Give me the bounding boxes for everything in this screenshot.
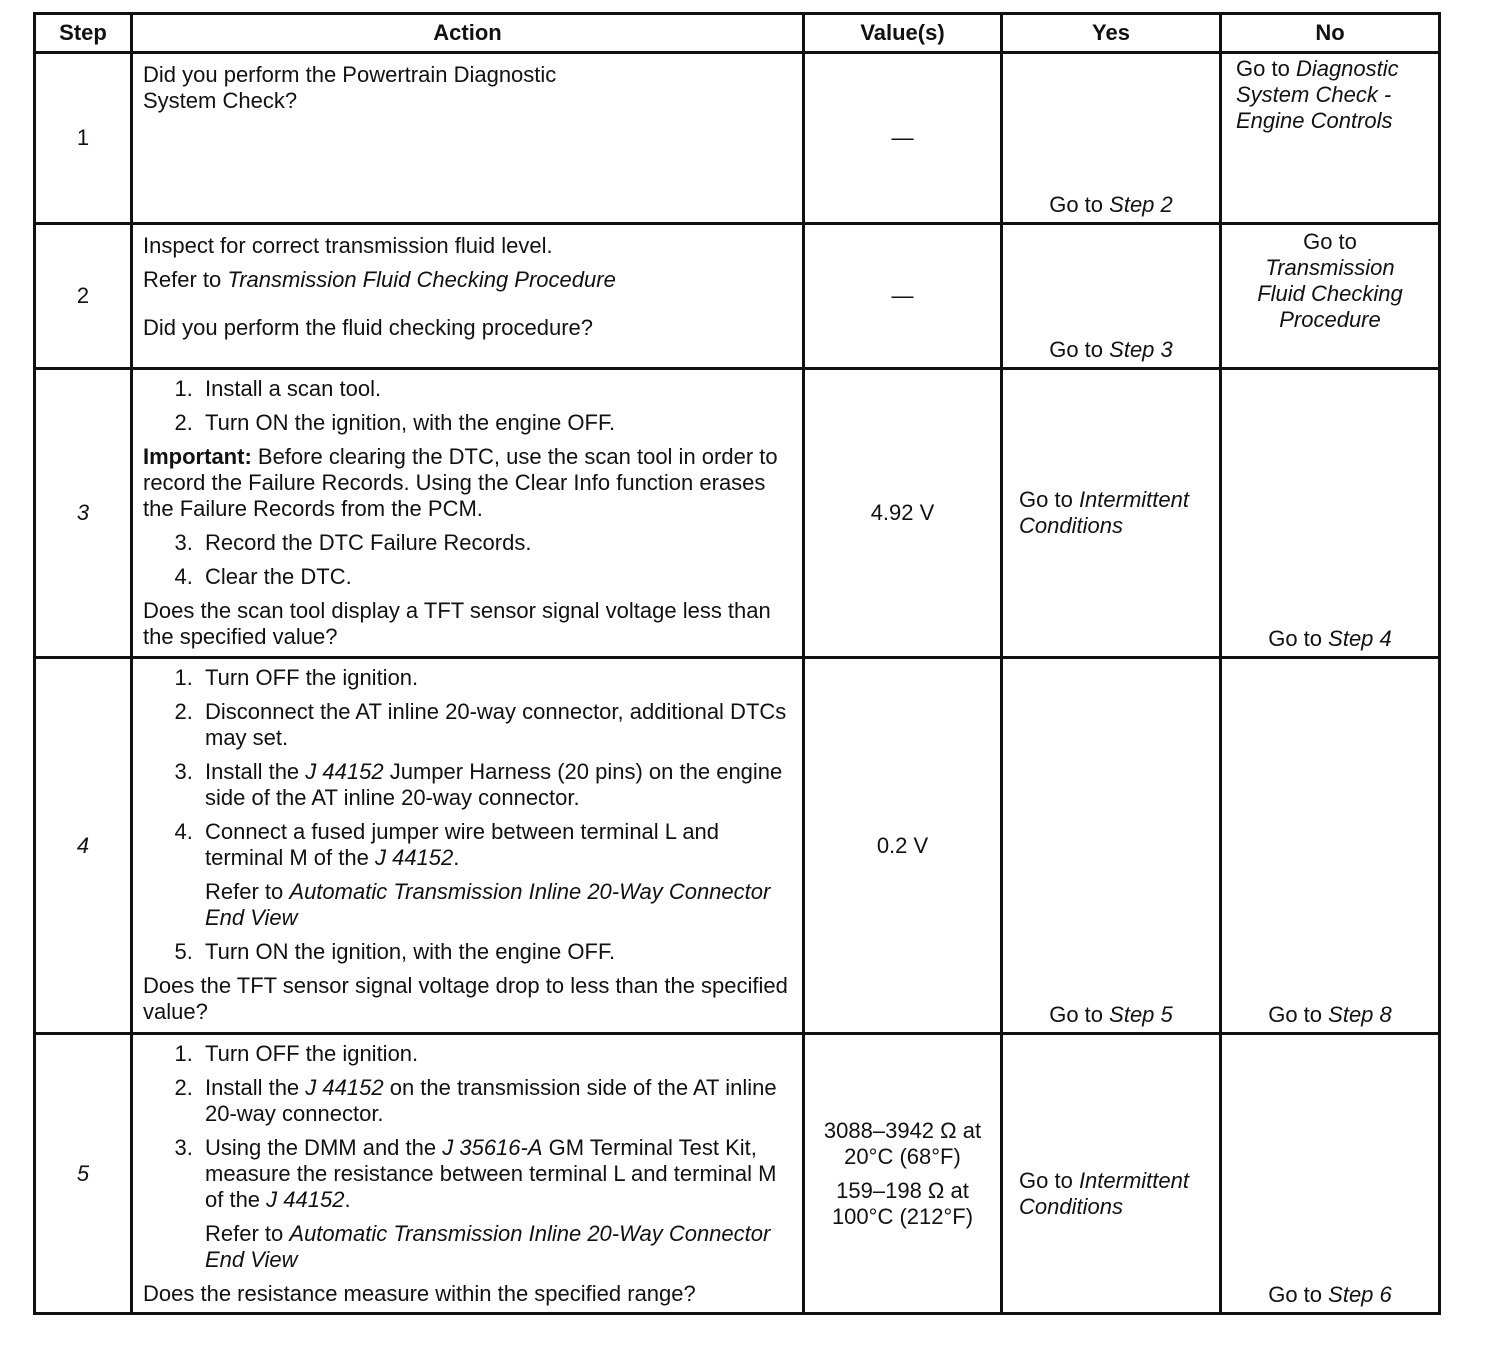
no-cell <box>1221 369 1440 658</box>
action-step: 4. Clear the DTC. <box>199 564 794 590</box>
header-step: Step <box>35 14 132 53</box>
action-step: 2. Install the J 44152 on the transmission side of the AT inline 20-way connector. <box>199 1075 794 1127</box>
action-question: Does the TFT sensor signal voltage drop to less than the specified value? <box>143 973 788 1024</box>
important-note: Important: Before clearing the DTC, use the scan tool in order to record the Failure Records. Using the Clear Info function erases the Failure Records from the PCM. <box>143 444 778 521</box>
yes-link[interactable]: Go to Intermittent Conditions <box>1019 487 1189 538</box>
action-cell <box>132 369 804 658</box>
header-yes: Yes <box>1002 14 1221 53</box>
action-question: Does the resistance measure within the specified range? <box>143 1281 696 1306</box>
action-step: 3. Install the J 44152 Jumper Harness (20 pins) on the engine side of the AT inline 20-way connector. <box>199 759 794 811</box>
step-number: 1 <box>35 53 132 224</box>
action-cell <box>132 1034 804 1314</box>
header-row <box>35 14 1440 53</box>
yes-link[interactable]: Go to Step 2 <box>1049 192 1173 217</box>
action-step: 5. Turn ON the ignition, with the engine OFF. <box>199 939 794 965</box>
no-link[interactable]: Go to Transmission Fluid Checking Procedure <box>1257 229 1403 332</box>
action-reference: Refer to Automatic Transmission Inline 20-Way Connector End View <box>205 879 771 930</box>
yes-cell <box>1002 53 1221 224</box>
action-cell <box>132 53 804 224</box>
yes-link[interactable]: Go to Step 3 <box>1049 337 1173 362</box>
step-number: 2 <box>35 224 132 369</box>
value-range-100c: 159–198 Ω at 100°C (212°F) <box>831 1177 974 1229</box>
value-cell: — <box>804 53 1002 224</box>
yes-cell <box>1002 658 1221 1034</box>
header-no: No <box>1221 14 1440 53</box>
action-steps <box>143 530 794 590</box>
action-step: 1. Install a scan tool. <box>199 376 794 402</box>
step-number: 5 <box>35 1034 132 1314</box>
action-steps <box>143 376 794 436</box>
step-number: 4 <box>35 658 132 1034</box>
action-question: Did you perform the Powertrain Diagnostic System Check? <box>143 62 557 113</box>
no-cell <box>1221 224 1440 369</box>
no-link[interactable]: Go to Step 8 <box>1268 1002 1392 1027</box>
action-step: 2. Disconnect the AT inline 20-way connector, additional DTCs may set. <box>199 699 794 751</box>
value-range-20c: 3088–3942 Ω at 20°C (68°F) <box>823 1117 982 1169</box>
action-reference: Refer to Automatic Transmission Inline 20-Way Connector End View <box>205 1221 771 1272</box>
action-cell <box>132 658 804 1034</box>
no-link[interactable]: Go to Step 4 <box>1268 626 1392 651</box>
no-cell <box>1221 658 1440 1034</box>
value-cell: — <box>804 224 1002 369</box>
yes-cell <box>1002 224 1221 369</box>
action-steps <box>143 1041 794 1273</box>
action-step: 1. Turn OFF the ignition. <box>199 665 794 691</box>
no-cell <box>1221 1034 1440 1314</box>
action-reference: Refer to Transmission Fluid Checking Procedure <box>143 267 616 292</box>
no-link[interactable]: Go to Step 6 <box>1268 1282 1392 1307</box>
table-row <box>35 224 1440 369</box>
action-step: 1. Turn OFF the ignition. <box>199 1041 794 1067</box>
action-step: 3. Using the DMM and the J 35616-A GM Terminal Test Kit, measure the resistance between terminal L and terminal M of the J 44152. Refer to Automatic Transmission Inline 20-Way Connector End View <box>199 1135 794 1273</box>
yes-cell <box>1002 369 1221 658</box>
no-link[interactable]: Go to Diagnostic System Check - Engine Controls <box>1236 56 1399 133</box>
action-step: 3. Record the DTC Failure Records. <box>199 530 794 556</box>
table-row <box>35 658 1440 1034</box>
yes-cell <box>1002 1034 1221 1314</box>
table-row <box>35 53 1440 224</box>
value-cell: 0.2 V <box>804 658 1002 1034</box>
value-cell <box>804 1034 1002 1314</box>
action-line: Inspect for correct transmission fluid level. <box>143 233 553 258</box>
value-cell: 4.92 V <box>804 369 1002 658</box>
action-step: 4. Connect a fused jumper wire between terminal L and terminal M of the J 44152. Refer to Automatic Transmission Inline 20-Way Connector End View <box>199 819 794 931</box>
action-question: Does the scan tool display a TFT sensor signal voltage less than the specified value? <box>143 598 771 649</box>
table-row <box>35 369 1440 658</box>
yes-link[interactable]: Go to Step 5 <box>1049 1002 1173 1027</box>
action-step: 2. Turn ON the ignition, with the engine OFF. <box>199 410 794 436</box>
action-steps <box>143 665 794 965</box>
yes-link[interactable]: Go to Intermittent Conditions <box>1019 1167 1189 1219</box>
header-action: Action <box>132 14 804 53</box>
table-row <box>35 1034 1440 1314</box>
header-values: Value(s) <box>804 14 1002 53</box>
action-cell <box>132 224 804 369</box>
action-question: Did you perform the fluid checking procedure? <box>143 315 594 340</box>
diagnostic-table <box>33 12 1441 1315</box>
step-number: 3 <box>35 369 132 658</box>
no-cell <box>1221 53 1440 224</box>
